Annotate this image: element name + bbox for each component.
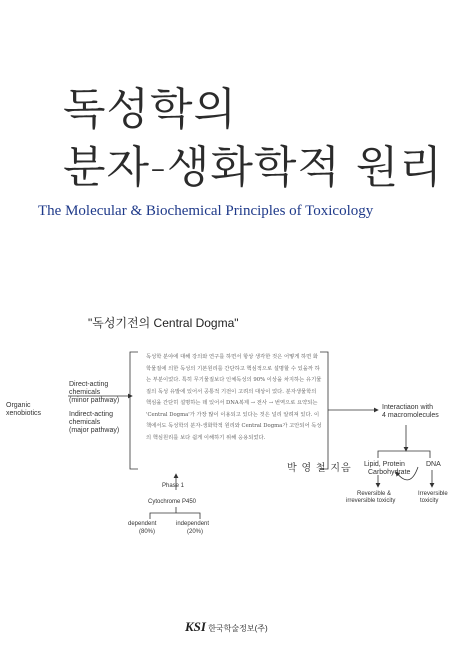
body-text: 독성학 분야에 대해 강의와 연구를 하면서 항상 생각한 것은 어떻게 하면 화학물질에 의한 독성의 기본원리를 간단하고 핵심적으로 설명할 수 있을까 하는 부분이었다. 특히 무기물질보다 인체독성의 90% 이상을 차지하는 유기물질의 독성 유발에 있어서 공통적 기전이 고려의 대상이 었다. 분자생물학의 핵심을 간단히 설명하는 데 있어서 DNA복제 → 전사 → 번역으로 요약되는 'Central Dogma'가 가장 많이 이용되고 있다는 것은 널리 알려져 있다. 이 책에서도 독성학의 분자-생화학적 원리와 Central Dogma가 고안되어 독성의 핵심원리를 보다 쉽게 이해하기 위해 응용되었다. (146, 354, 322, 441)
label-independent: independent (176, 521, 210, 527)
label-dna: DNA (426, 461, 441, 468)
cyp-split (150, 513, 200, 519)
title-english: The Molecular & Biochemical Principles of Toxicology (38, 203, 374, 219)
label-indirect-2: chemicals (69, 419, 101, 426)
title-korean-line-1: 독성학의 (63, 84, 238, 135)
label-irreversible-1: Irreversible (418, 491, 448, 497)
label-lipid-1: Lipid, Protein (364, 461, 405, 468)
label-direct-1: Direct-acting (69, 381, 109, 388)
publisher-name: 한국학술정보(주) (208, 624, 268, 633)
label-independent-pct: (20%) (187, 529, 204, 535)
label-phase1: Phase 1 (162, 483, 185, 489)
label-cyp450: Cytochrome P450 (148, 499, 197, 505)
label-irreversible-2: toxicity (420, 498, 439, 504)
label-reversible-1: Reversible & (357, 491, 392, 497)
label-direct-3: (minor pathway) (69, 397, 120, 404)
label-lipid-2: Carbohydrate (368, 469, 411, 476)
publisher-logo-icon: KSI (185, 619, 206, 634)
label-dependent: dependent (128, 521, 157, 527)
label-reversible-2: irreversible toxicity (346, 498, 396, 504)
textbox-bracket-left (130, 352, 138, 469)
title-korean-line-2: 분자-생화학적 원리 (63, 142, 443, 193)
label-indirect-3: (major pathway) (69, 427, 120, 434)
label-xenobiotics: xenobiotics (6, 410, 42, 417)
label-direct-2: chemicals (69, 389, 101, 396)
label-interaction-1: Interactiaon with (382, 404, 433, 411)
split-line (378, 451, 430, 458)
label-interaction-2: 4 macromolecules (382, 412, 439, 419)
author: 박 영 철 지음 (287, 463, 352, 474)
publisher (185, 619, 268, 635)
label-dependent-pct: (80%) (139, 529, 156, 535)
label-organic: Organic (6, 402, 31, 409)
section-heading: "독성기전의 Central Dogma" (88, 316, 239, 330)
label-indirect-1: Indirect-acting (69, 411, 113, 418)
